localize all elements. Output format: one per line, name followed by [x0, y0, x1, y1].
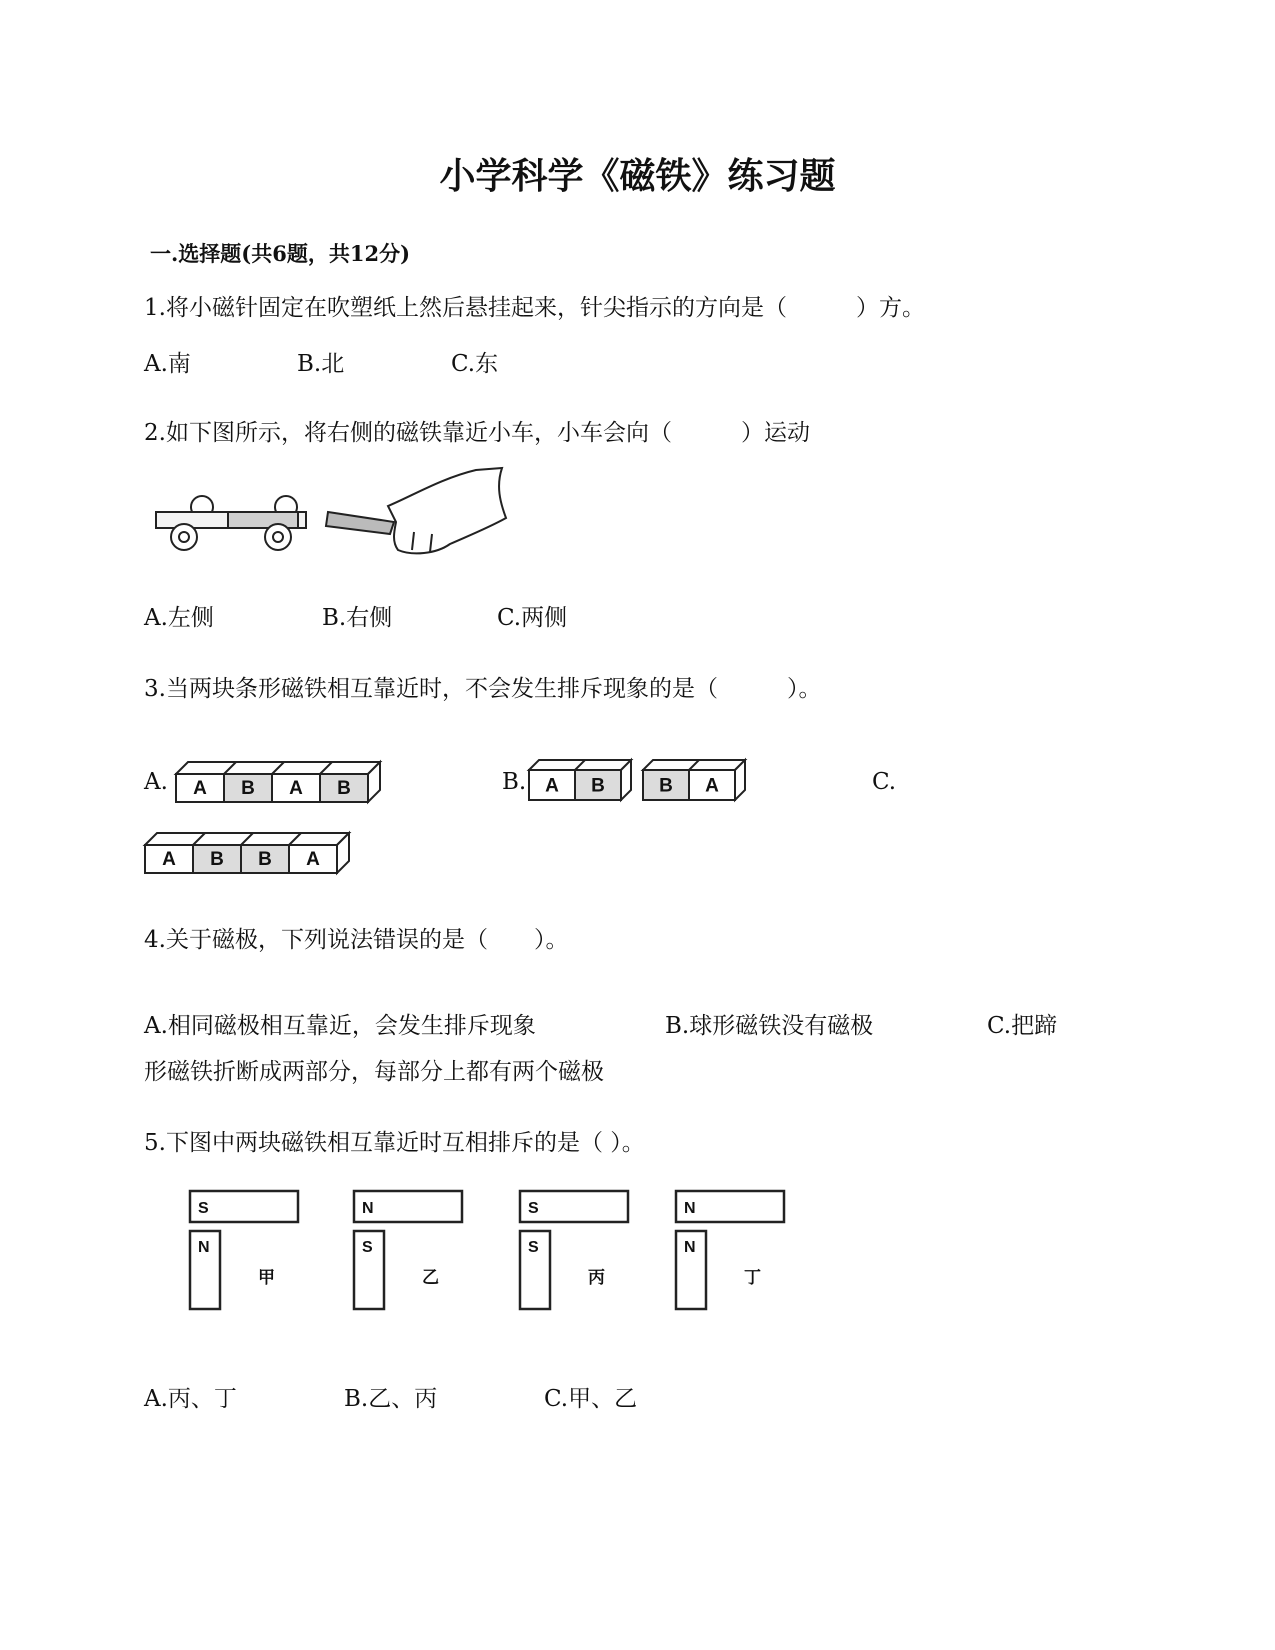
fig-c-letter: A	[306, 849, 320, 871]
fig-a-letter: B	[337, 778, 351, 800]
q3-option-a[interactable]: A.	[144, 769, 168, 795]
magnet-pair-label: 丙	[588, 1268, 605, 1287]
fig-b-left-letter: B	[591, 775, 605, 797]
q5-option-a[interactable]: A.丙、丁	[144, 1386, 237, 1412]
pole-label-top: N	[362, 1200, 374, 1217]
q4-option-c-continued: 形磁铁折断成两部分，每部分上都有两个磁极	[144, 1059, 604, 1085]
q4-option-c[interactable]: C.把蹄	[987, 1013, 1058, 1039]
magnet-pair-label: 甲	[258, 1268, 275, 1287]
fig-b-left-letter: A	[545, 775, 559, 797]
q5-option-b[interactable]: B.乙、丙	[344, 1386, 438, 1412]
fig-c-letter: A	[162, 849, 176, 871]
fig-a-letter: B	[241, 778, 255, 800]
q3-option-c[interactable]: C.	[872, 769, 897, 795]
q4-option-b[interactable]: B.球形磁铁没有磁极	[665, 1013, 874, 1039]
pole-label-top: S	[198, 1200, 209, 1217]
section-heading: 一.选择题(共6题，共12分)	[150, 241, 411, 266]
q1-option-c[interactable]: C.东	[451, 351, 499, 377]
question-5-stem: 5.下图中两块磁铁相互靠近时互相排斥的是（ ）。	[144, 1130, 645, 1156]
fig-c-letter: B	[210, 849, 224, 871]
q2-option-a[interactable]: A.左侧	[144, 605, 214, 631]
page-title: 小学科学《磁铁》练习题	[439, 155, 836, 197]
question-4-stem: 4.关于磁极，下列说法错误的是（ ）。	[144, 927, 569, 953]
fig-a-letter: A	[289, 778, 303, 800]
pole-label-bottom: N	[684, 1239, 696, 1256]
fig-a-letter: A	[193, 778, 207, 800]
q1-option-b[interactable]: B.北	[297, 351, 345, 377]
q3-option-b[interactable]: B.	[502, 769, 527, 795]
question-3-stem: 3.当两块条形磁铁相互靠近时，不会发生排斥现象的是（ ）。	[144, 676, 822, 702]
pole-label-bottom: N	[198, 1239, 210, 1256]
q5-option-c[interactable]: C.甲、乙	[544, 1386, 638, 1412]
magnet-pair-label: 乙	[422, 1268, 439, 1287]
fig-b-right-letter: B	[659, 775, 673, 797]
magnet-pair-1	[190, 1191, 298, 1309]
magnet-pair-label: 丁	[744, 1268, 761, 1287]
magnet-pair-3	[520, 1191, 628, 1309]
pole-label-bottom: S	[528, 1239, 539, 1256]
pole-label-bottom: S	[362, 1239, 373, 1256]
question-1-stem: 1.将小磁针固定在吹塑纸上然后悬挂起来，针尖指示的方向是（ ）方。	[144, 295, 925, 321]
question-2-stem: 2.如下图所示，将右侧的磁铁靠近小车，小车会向（ ）运动	[144, 420, 810, 446]
fig-c-letter: B	[258, 849, 272, 871]
magnet-pair-2	[354, 1191, 462, 1309]
fig-b-right-letter: A	[705, 775, 719, 797]
magnet-pair-4	[676, 1191, 784, 1309]
q2-option-c[interactable]: C.两侧	[497, 605, 568, 631]
q2-option-b[interactable]: B.右侧	[322, 605, 393, 631]
q4-option-a[interactable]: A.相同磁极相互靠近，会发生排斥现象	[144, 1013, 536, 1039]
pole-label-top: S	[528, 1200, 539, 1217]
pole-label-top: N	[684, 1200, 696, 1217]
q1-option-a[interactable]: A.南	[144, 351, 191, 377]
